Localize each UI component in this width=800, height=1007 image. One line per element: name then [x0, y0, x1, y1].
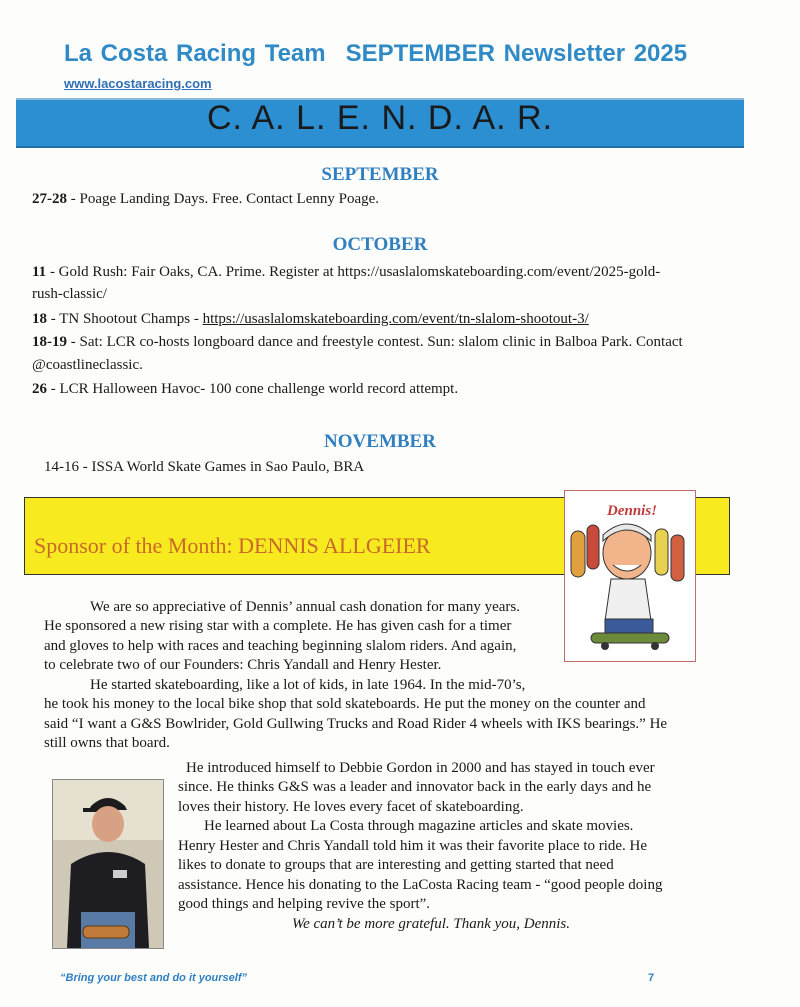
event-date: 18-19: [32, 334, 67, 350]
sponsor-paragraph-line: loves their history. He loves every facet of skateboarding.: [178, 799, 524, 815]
event-text: - Sat: LCR co-hosts longboard dance and freestyle contest. Sun: slalom clinic in Balboa Park. Contact: [67, 334, 683, 350]
event-date: 11: [32, 264, 47, 280]
calendar-heading: C. A. L. E. N. D. A. R.: [206, 99, 554, 137]
event-item: [32, 311, 589, 328]
caricature-icon: [565, 491, 695, 661]
sponsor-paragraph-line: to celebrate two of our Founders: Chris Yandall and Henry Hester.: [44, 657, 442, 673]
sponsor-paragraph-line: good things and helping revive the sport”.: [178, 896, 431, 912]
newsletter-title: [64, 40, 687, 68]
month-heading-september: SEPTEMBER: [321, 164, 439, 185]
caricature-label: Dennis!: [607, 503, 658, 519]
sponsor-heading: Sponsor of the Month: DENNIS ALLGEIER: [34, 533, 431, 558]
event-text: - LCR Halloween Havoc- 100 cone challenge world record attempt.: [47, 381, 459, 397]
sponsor-photo: [52, 779, 164, 949]
event-item-continuation: @coastlineclassic.: [32, 357, 143, 373]
event-item-continuation: rush-classic/: [32, 286, 107, 302]
sponsor-paragraph-line: said “I want a G&S Bowlrider, Gold Gullwing Trucks and Road Rider 4 wheels with IKS bearings.” He: [44, 716, 668, 732]
sponsor-paragraph-line: We are so appreciative of Dennis’ annual cash donation for many years.: [90, 599, 521, 615]
page-number: 7: [648, 972, 655, 984]
sponsor-paragraph-line: he took his money to the local bike shop that sold skateboards. He put the money on the counter and: [44, 696, 646, 712]
sponsor-paragraph-line: He introduced himself to Debbie Gordon in 2000 and has stayed in touch ever: [186, 760, 655, 776]
footer-quote: “Bring your best and do it yourself”: [60, 972, 248, 984]
sponsor-paragraph-line: He sponsored a new rising star with a complete. He has given cash for a timer: [44, 618, 512, 634]
event-item: [32, 264, 660, 281]
sponsor-paragraph-line: since. He thinks G&S was a leader and innovator back in the early days and he: [178, 779, 652, 795]
sponsor-paragraph-line: assistance. Hence his donating to the LaCosta Racing team - “good people doing: [178, 877, 663, 893]
event-item: [32, 191, 379, 208]
event-text: - TN Shootout Champs -: [47, 311, 203, 327]
sponsor-paragraph-line: likes to donate to groups that are interesting and getting started that need: [178, 857, 614, 873]
sponsor-paragraph-line: He learned about La Costa through magazine articles and skate movies.: [204, 818, 634, 834]
caricature-image: [564, 490, 696, 662]
sponsor-paragraph-line: still owns that board.: [44, 735, 170, 751]
event-date: 26: [32, 381, 47, 397]
sponsor-paragraph-line: and gloves to help with races and teaching beginning slalom riders. And again,: [44, 638, 517, 654]
sponsor-paragraph-line: He started skateboarding, like a lot of kids, in late 1964. In the mid-70’s,: [90, 677, 526, 693]
event-text: - Poage Landing Days. Free. Contact Lenny Poage.: [67, 191, 380, 207]
event-date: 27-28: [32, 191, 67, 207]
event-item: 14-16 - ISSA World Skate Games in Sao Paulo, BRA: [44, 459, 365, 475]
month-heading-october: OCTOBER: [332, 234, 428, 255]
website-link[interactable]: www.lacostaracing.com: [64, 76, 212, 91]
event-item: [32, 334, 683, 351]
sponsor-paragraph-line: Henry Hester and Chris Yandall told him it was their favorite place to ride. He: [178, 838, 648, 854]
event-item: [32, 381, 458, 398]
newsletter-issue: SEPTEMBER Newsletter 2025: [345, 40, 688, 67]
month-heading-november: NOVEMBER: [324, 431, 436, 452]
team-name: La Costa Racing Team: [64, 40, 326, 67]
closing-line: We can’t be more grateful. Thank you, Dennis.: [292, 916, 571, 932]
event-link[interactable]: https://usaslalomskateboarding.com/event/tn-slalom-shootout-3/: [202, 311, 589, 327]
event-date: 18: [32, 311, 47, 327]
event-text: - Gold Rush: Fair Oaks, CA. Prime. Register at https://usaslalomskateboarding.com/event/2025-gold-: [46, 264, 661, 280]
person-photo-icon: [53, 780, 163, 948]
